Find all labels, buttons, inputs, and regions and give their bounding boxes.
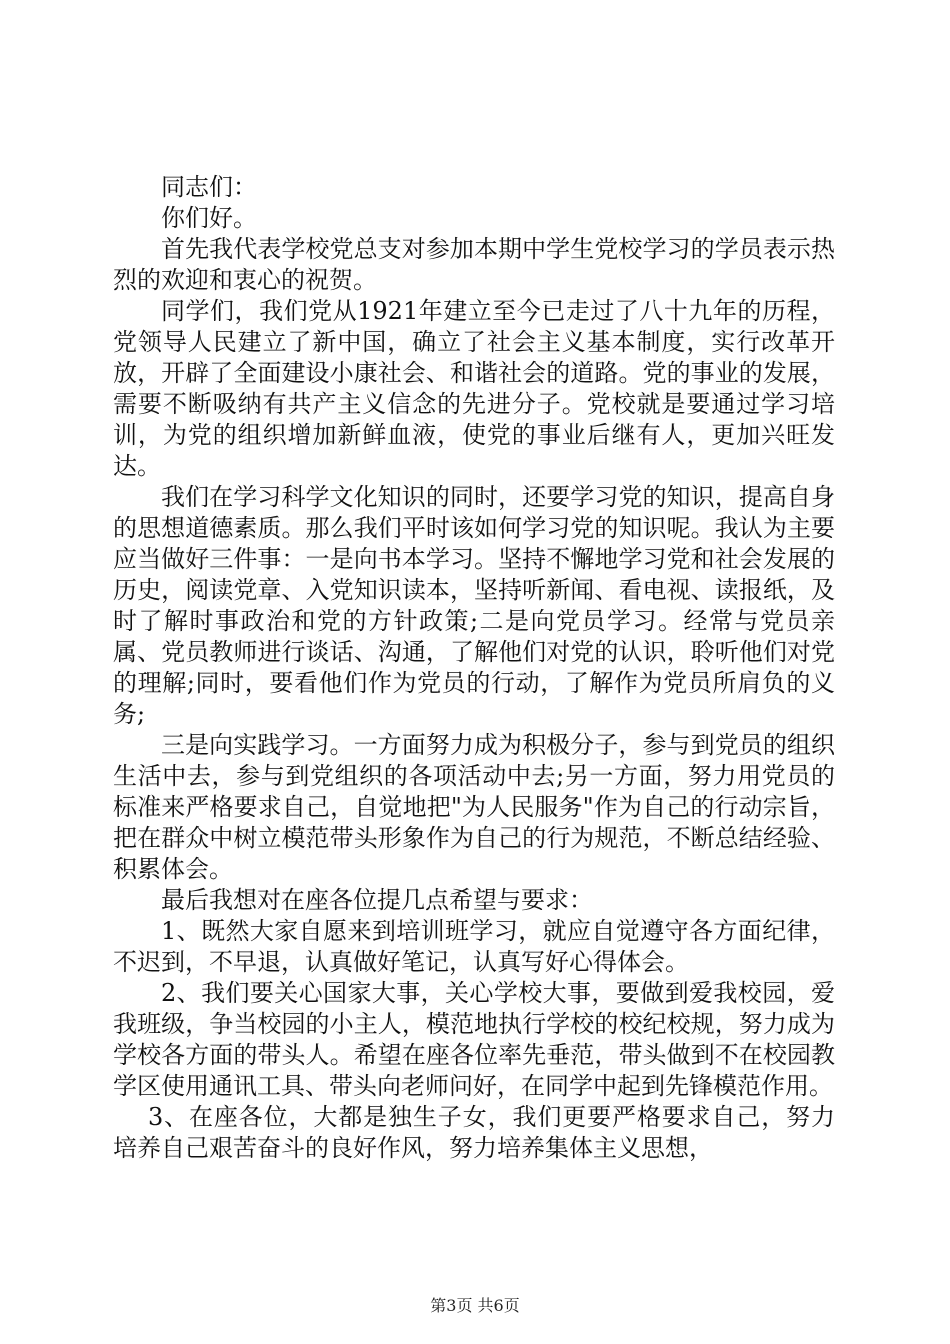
paragraph-welcome: 首先我代表学校党总支对参加本期中学生党校学习的学员表示热烈的欢迎和衷心的祝贺。: [113, 235, 835, 294]
requirement-item-3: 3、在座各位，大都是独生子女，我们更要严格要求自己，努力培养自己艰苦奋斗的良好作风，努力培养集体主义思想，: [113, 1103, 835, 1162]
document-body: [113, 172, 835, 1164]
salutation: 同志们：: [161, 173, 257, 201]
requirement-item-1: 1、既然大家自愿来到培训班学习，就应自觉遵守各方面纪律，不迟到，不早退，认真做好笔记，认真写好心得体会。: [113, 917, 835, 976]
requirement-item-2: 2、我们要关心国家大事，关心学校大事，要做到爱我校园，爱我班级，争当校园的小主人，模范地执行学校的校纪校规，努力成为学校各方面的带头人。希望在座各位率先垂范，带头做到不在校园教学区使用通讯工具、带头向老师问好，在同学中起到先锋模范作用。: [113, 979, 835, 1100]
paragraph-practice: 三是向实践学习。一方面努力成为积极分子，参与到党员的组织生活中去，参与到党组织的各项活动中去;另一方面，努力用党员的标准来严格要求自己，自觉地把"为人民服务"作为自己的行动宗旨，把在群众中树立模范带头形象作为自己的行为规范，不断总结经验、积累体会。: [113, 731, 835, 883]
paragraph-requirements-intro: 最后我想对在座各位提几点希望与要求：: [161, 886, 593, 914]
paragraph-learning: 我们在学习科学文化知识的同时，还要学习党的知识，提高自身的思想道德素质。那么我们平时该如何学习党的知识呢。我认为主要应当做好三件事：一是向书本学习。坚持不懈地学习党和社会发展的历史，阅读党章、入党知识读本，坚持听新闻、看电视、读报纸，及时了解时事政治和党的方针政策;二是向党员学习。经常与党员亲属、党员教师进行谈话、沟通，了解他们对党的认识，聆听他们对党的理解;同时，要看他们作为党员的行动，了解作为党员所肩负的义务;: [113, 483, 835, 728]
paragraph-party-history: 同学们，我们党从1921年建立至今已走过了八十九年的历程，党领导人民建立了新中国，确立了社会主义基本制度，实行改革开放，开辟了全面建设小康社会、和谐社会的道路。党的事业的发展，需要不断吸纳有共产主义信念的先进分子。党校就是要通过学习培训，为党的组织增加新鲜血液，使党的事业后继有人，更加兴旺发达。: [113, 297, 835, 480]
page-footer: 第3页 共6页: [430, 1296, 520, 1315]
greeting: 你们好。: [161, 204, 257, 232]
